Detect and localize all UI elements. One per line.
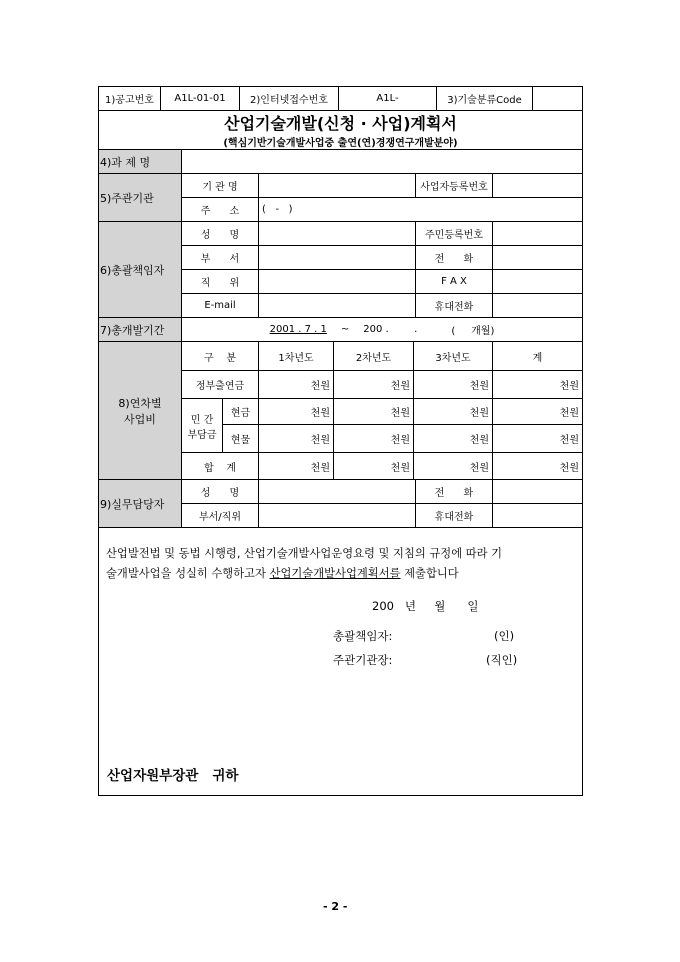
private-funds-label: 민 간 부담금 — [181, 398, 223, 453]
project-label: 4)과 제 명 — [98, 149, 182, 174]
budget-header-year2: 2차년도 — [333, 341, 414, 371]
leader-phone-field[interactable] — [492, 245, 583, 270]
in-kind-year3-cell[interactable]: 천원 — [413, 424, 493, 453]
sum-year1-cell[interactable]: 천원 — [258, 452, 334, 480]
cash-label: 현금 — [222, 398, 259, 425]
sum-total-cell[interactable]: 천원 — [492, 452, 583, 480]
addressee: 산업자원부장관 귀하 — [107, 768, 239, 784]
document-subtitle: (핵심기반기술개발사업중 출연(연)경쟁연구개발분야) — [223, 138, 458, 149]
in-kind-year2-cell[interactable]: 천원 — [333, 424, 414, 453]
address-label: 주 소 — [181, 197, 259, 222]
tech-code-field[interactable] — [532, 86, 583, 111]
leader-fax-label: F A X — [415, 269, 493, 294]
staff-phone-label: 전 화 — [415, 479, 493, 504]
staff-mobile-label: 휴대전화 — [415, 503, 493, 528]
leader-sign-label: 총괄책임자: — [333, 629, 393, 643]
notice-no-field[interactable]: A1L-01-01 — [160, 86, 240, 111]
budget-label: 8)연차별 사업비 — [98, 341, 182, 480]
budget-header-year3: 3차년도 — [413, 341, 493, 371]
org-label: 5)주관기관 — [98, 173, 182, 222]
sum-year2-cell[interactable]: 천원 — [333, 452, 414, 480]
leader-phone-label: 전 화 — [415, 245, 493, 270]
head-seal: (직인) — [486, 653, 518, 667]
address-field[interactable]: ( - ) — [258, 197, 583, 222]
statement-line-1: 산업발전법 및 동법 시행령, 산업기술개발사업운영요령 및 지침의 규정에 따라 기 — [106, 547, 503, 560]
leader-email-label: E-mail — [181, 293, 259, 318]
statement-line-2 — [106, 565, 459, 581]
tech-code-label: 3)기술분류Code — [436, 86, 533, 111]
in-kind-year1-cell[interactable]: 천원 — [258, 424, 334, 453]
in-kind-label: 현물 — [222, 424, 259, 453]
bizno-field[interactable] — [492, 173, 583, 198]
leader-name-label: 성 명 — [181, 221, 259, 246]
cash-year3-cell[interactable]: 천원 — [413, 398, 493, 425]
period-end: 200 . . — [363, 324, 418, 335]
cash-year1-cell[interactable]: 천원 — [258, 398, 334, 425]
period-field[interactable] — [181, 317, 583, 342]
leader-id-label: 주민등록번호 — [415, 221, 493, 246]
head-sign-label: 주관기관장: — [333, 653, 393, 667]
budget-header-year1: 1차년도 — [258, 341, 334, 371]
period-start: 2001 . 7 . 1 — [269, 324, 327, 335]
staff-dept-field[interactable] — [258, 503, 416, 528]
statement-date: 200 년 월 일 — [372, 599, 479, 613]
budget-header-category: 구 분 — [181, 341, 259, 371]
document-title: 산업기술개발(신청 · 사업)계획서 — [224, 114, 457, 133]
leader-fax-field[interactable] — [492, 269, 583, 294]
statement-document-name: 산업기술개발사업계획서를 — [269, 567, 401, 580]
leader-position-label: 직 위 — [181, 269, 259, 294]
leader-mobile-field[interactable] — [492, 293, 583, 318]
period-tilde: ~ — [340, 324, 350, 335]
staff-label: 9)실무담당자 — [98, 479, 182, 528]
gov-year2-cell[interactable]: 천원 — [333, 370, 414, 399]
notice-no-label: 1)공고번호 — [98, 86, 161, 111]
internet-no-field[interactable]: A1L- — [338, 86, 437, 111]
gov-year1-cell[interactable]: 천원 — [258, 370, 334, 399]
staff-phone-field[interactable] — [492, 479, 583, 504]
leader-mobile-label: 휴대전화 — [415, 293, 493, 318]
leader-dept-label: 부 서 — [181, 245, 259, 270]
in-kind-total-cell[interactable]: 천원 — [492, 424, 583, 453]
internet-no-label: 2)인터넷접수번호 — [239, 86, 339, 111]
cash-total-cell[interactable]: 천원 — [492, 398, 583, 425]
bizno-label: 사업자등록번호 — [415, 173, 493, 198]
leader-label: 6)총괄책임자 — [98, 221, 182, 318]
budget-header-total: 계 — [492, 341, 583, 371]
page-number: - 2 - — [323, 900, 348, 913]
title-block — [98, 110, 583, 150]
sum-label: 합 계 — [181, 452, 259, 480]
leader-email-field[interactable] — [258, 293, 416, 318]
period-label: 7)총개발기간 — [98, 317, 182, 342]
gov-funds-label: 정부출연금 — [181, 370, 259, 399]
staff-dept-label: 부서/직위 — [181, 503, 259, 528]
leader-seal: (인) — [494, 629, 515, 643]
gov-year3-cell[interactable]: 천원 — [413, 370, 493, 399]
staff-mobile-field[interactable] — [492, 503, 583, 528]
org-name-field[interactable] — [258, 173, 416, 198]
leader-name-field[interactable] — [258, 221, 416, 246]
staff-name-label: 성 명 — [181, 479, 259, 504]
statement-text-end: 제출합니다 — [400, 567, 459, 580]
org-name-label: 기 관 명 — [181, 173, 259, 198]
staff-name-field[interactable] — [258, 479, 416, 504]
sum-year3-cell[interactable]: 천원 — [413, 452, 493, 480]
leader-id-field[interactable] — [492, 221, 583, 246]
project-field[interactable] — [181, 149, 583, 174]
gov-total-cell[interactable]: 천원 — [492, 370, 583, 399]
statement-text: 술개발사업을 성실히 수행하고자 — [106, 567, 270, 580]
period-months: ( 개월) — [451, 326, 495, 337]
leader-dept-field[interactable] — [258, 245, 416, 270]
leader-position-field[interactable] — [258, 269, 416, 294]
cash-year2-cell[interactable]: 천원 — [333, 398, 414, 425]
